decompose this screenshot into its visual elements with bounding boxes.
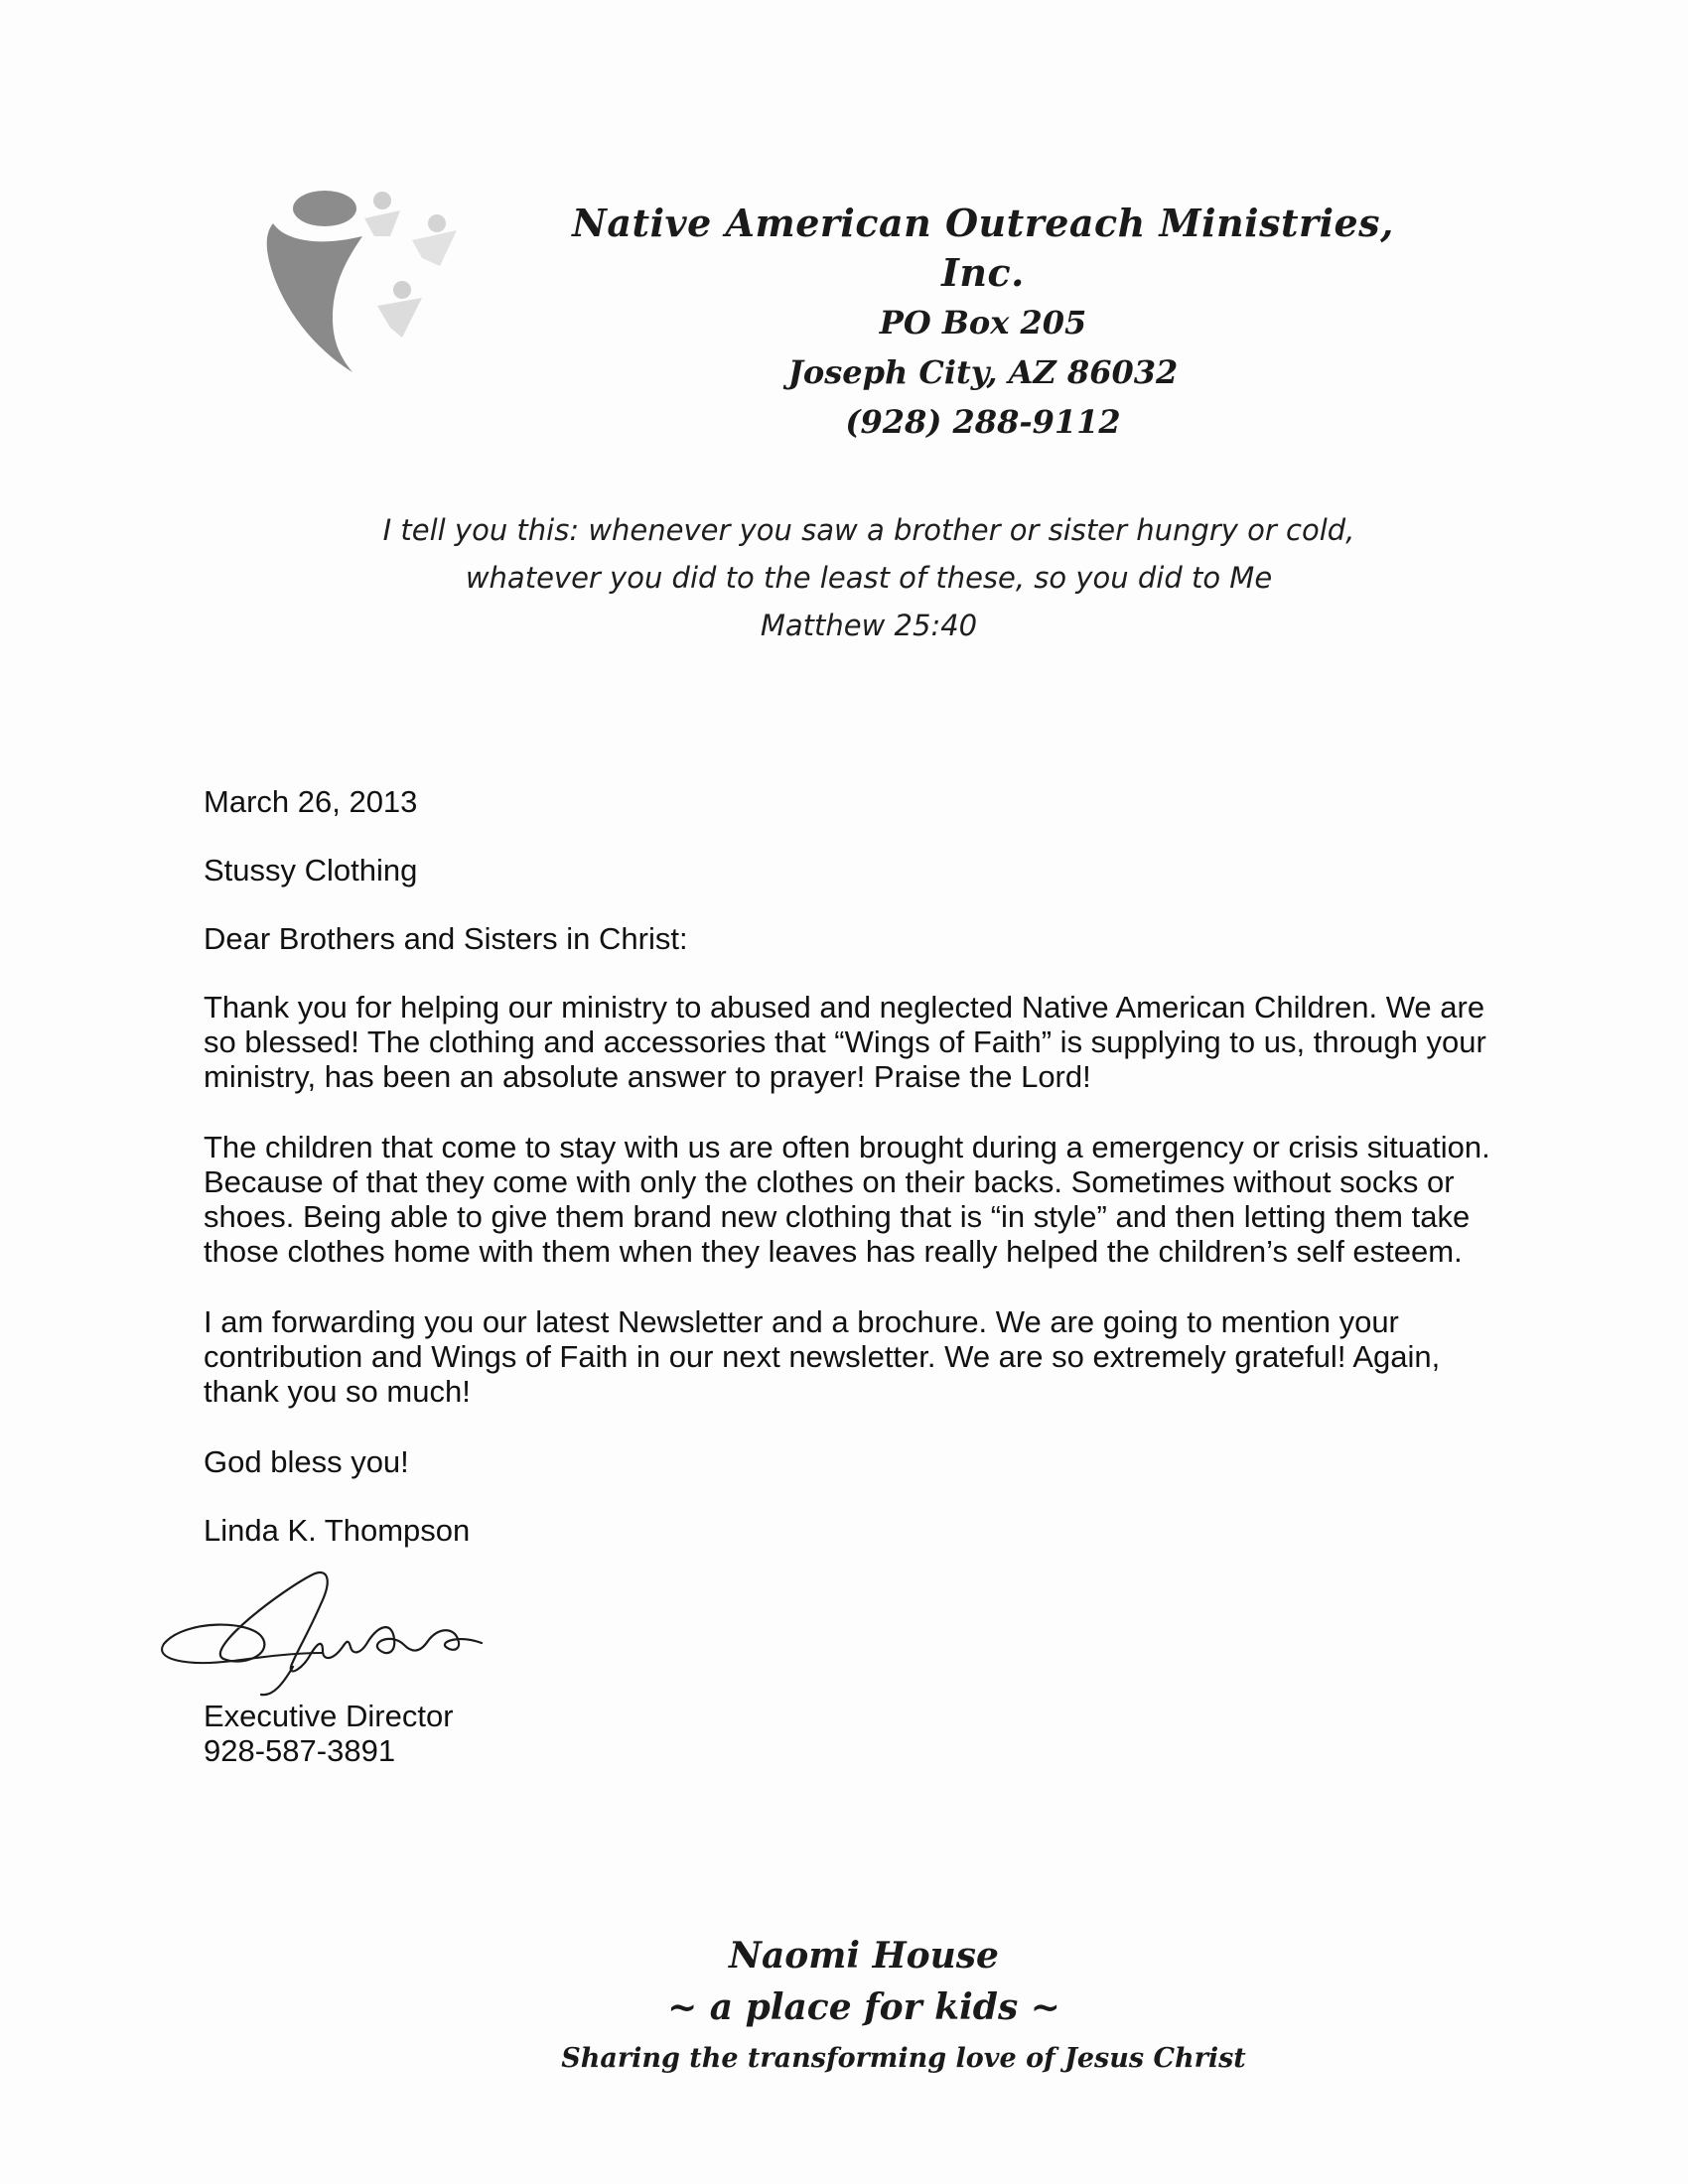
letter-paragraph-2: The children that come to stay with us are often brought during a emergency or crisis situation. Because of that they come with only the clothes on their backs. Sometimes without socks or shoes. Being able to give them brand new clothing that is “in style” and then letting them take those clothes home with them when they leaves has really helped the children’s self esteem. — [204, 1130, 1490, 1269]
signature-stroke — [164, 1572, 482, 1695]
figures-heart-logo-icon — [253, 179, 482, 377]
letter-paragraph-1: Thank you for helping our ministry to abused and neglected Native American Children. We are so blessed! The clothing and accessories that “Wings of Faith” is supplying to us, through your ministry, has been an absolute answer to prayer! Praise the Lord! — [204, 990, 1486, 1094]
letterhead — [536, 199, 1430, 447]
signer-title: Executive Director — [204, 1699, 454, 1733]
letter-salutation: Dear Brothers and Sisters in Christ: — [204, 921, 688, 956]
scripture-line-2: whatever you did to the least of these, so you did to Me — [465, 561, 1273, 595]
handwritten-signature — [144, 1550, 521, 1699]
letter-date: March 26, 2013 — [204, 784, 418, 819]
organization-phone: (928) 288-9112 — [845, 403, 1121, 441]
letter-body — [204, 784, 1504, 1768]
letter-closing: God bless you! — [204, 1444, 409, 1479]
letter-paragraph-3: I am forwarding you our latest Newsletter and a brochure. We are going to mention your contribution and Wings of Faith in our next newsletter. We are so extremely grateful! Again, thank you so much! — [204, 1304, 1441, 1409]
scripture-line-1: I tell you this: whenever you saw a brother or sister hungry or cold, — [382, 513, 1355, 547]
logo-small-head-2 — [428, 214, 446, 232]
logo-large-head — [293, 191, 356, 226]
logo-small-body-2 — [412, 230, 457, 266]
logo-large-body — [267, 223, 362, 372]
city-state-zip: Joseph City, AZ 86032 — [787, 353, 1179, 391]
house-name: Naomi House — [729, 1935, 999, 1977]
house-tagline: ~ a place for kids ~ — [667, 1986, 1060, 2028]
organization-name: Native American Outreach Ministries, Inc. — [572, 201, 1394, 295]
letter-recipient: Stussy Clothing — [204, 853, 418, 887]
logo-small-head-1 — [373, 192, 391, 209]
logo-small-body-3 — [377, 298, 422, 338]
scripture-quote — [298, 506, 1440, 649]
footer — [467, 1931, 1261, 2084]
signer-phone: 928-587-3891 — [204, 1733, 396, 1768]
signature-swash — [162, 1644, 323, 1663]
logo-small-body-1 — [364, 210, 400, 236]
logo-small-head-3 — [393, 281, 411, 299]
mission-statement: Sharing the transforming love of Jesus Christ — [561, 2043, 1246, 2074]
scripture-reference: Matthew 25:40 — [760, 609, 978, 642]
po-box: PO Box 205 — [879, 304, 1087, 341]
signer-name: Linda K. Thompson — [204, 1513, 471, 1548]
